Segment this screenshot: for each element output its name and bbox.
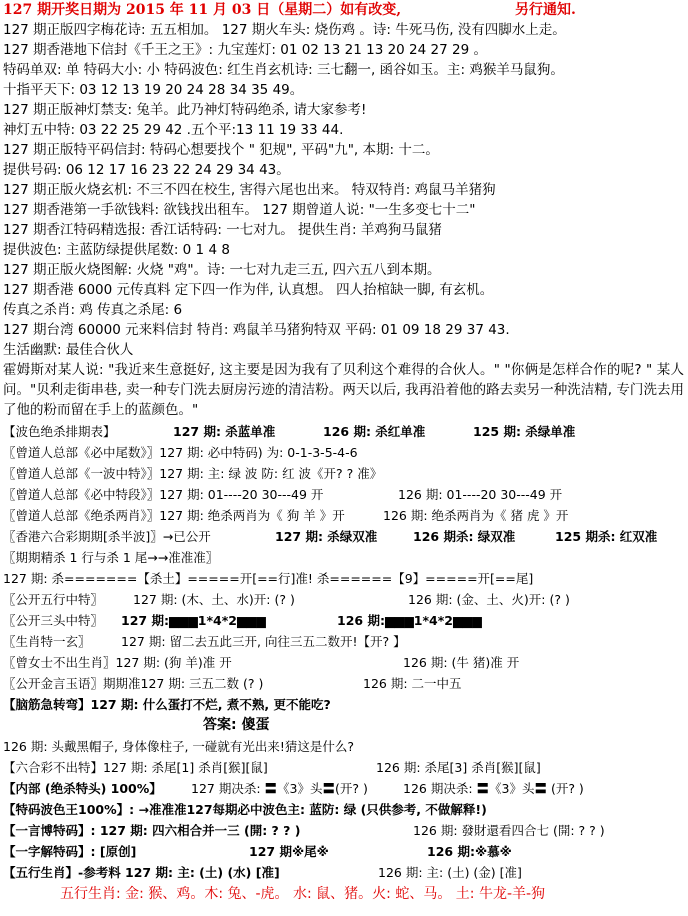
table-row	[3, 463, 684, 484]
row-cell: 126 期: 绝杀两肖为《 猪 虎 》开	[383, 508, 569, 523]
row-label: 【六合彩不出特】127 期: 杀尾[1] 杀肖[猴][鼠]	[3, 760, 268, 775]
row-label: 〖曾女士不出生肖〗127 期: (狗 羊)准 开	[3, 655, 232, 670]
row-label: 〖生肖特一玄〗	[3, 634, 91, 649]
table-row	[3, 820, 684, 841]
row-label: 【特码波色王100%】: →准准准127每期必中波色主: 蓝防: 绿 (只供参考, 不做解释!)	[3, 802, 487, 817]
table-row	[3, 715, 684, 736]
row-label: 〖曾道人总部《绝杀两肖》〗127 期: 绝杀两肖为《 狗 羊 》开	[3, 508, 345, 523]
text-line: 神灯五中特: 03 22 25 29 42 .五个平:13 11 19 33 44.	[3, 122, 344, 138]
row-label: 〖曾道人总部《一波中特》〗127 期: 主: 绿 波 防: 红 波《开? ? 准》	[3, 466, 383, 481]
row-cell: 126 期: 主: (土) (金) [准]	[378, 865, 522, 880]
row-label: 〖公开三头中特〗	[3, 613, 104, 628]
row-cell: 126 期: (牛 猪)准 开	[403, 655, 520, 670]
text-line: 生活幽默: 最佳合伙人	[3, 342, 134, 358]
riddle-answer: 答案: 傻蛋	[203, 717, 270, 733]
table-row	[3, 736, 684, 757]
table-row	[3, 631, 684, 652]
row-cell: 127 期:▆▆▆1*4*2▆▆▆	[121, 613, 266, 628]
row-cell: 127 期※尾※	[249, 844, 329, 859]
table-row	[3, 442, 684, 463]
row-cell: 126 期杀: 绿双准	[413, 529, 516, 544]
row-label: 127 期: 杀=======【杀土】=====开[==行]准! 杀======【9】=====开[==尾]	[3, 571, 534, 586]
row-cell: 126 期:▆▆▆1*4*2▆▆▆	[337, 613, 482, 628]
text-line: 127 期台湾 60000 元来料信封 特肖: 鸡鼠羊马猪狗特双 平码: 01 09 18 29 37 43.	[3, 322, 510, 338]
text-line: 提供波色: 主蓝防绿提供尾数: 0 1 4 8	[3, 242, 230, 258]
text-line: 127 期正版火烧图解: 火烧 "鸡"。诗: 一七对九走三五, 四六五八到本期。	[3, 262, 441, 278]
text-line: 127 期香港地下信封《千王之王》: 九宝莲灯: 01 02 13 21 13 20 24 27 29 。	[3, 42, 487, 58]
row-cell: 126 期: 01----20 30---49 开	[398, 487, 563, 502]
five-elements-footer: 五行生肖: 金: 猴、鸡。木: 兔、-虎。 水: 鼠、猪。火: 蛇、马。 土: 牛龙-羊-狗	[60, 886, 546, 902]
text-line: 提供号码: 06 12 17 16 23 22 24 29 34 43。	[3, 162, 290, 178]
text-line: 127 期香江特码精选报: 香江话特码: 一七对九。 提供生肖: 羊鸡狗马鼠猪	[3, 222, 442, 238]
row-cell: 127 期决杀: 〓《3》头〓(开? )	[191, 781, 368, 796]
text-line: 十指平天下: 03 12 13 19 20 24 28 34 35 49。	[3, 82, 304, 98]
row-label: 〖期期精杀 1 行与杀 1 尾→→准准准〗	[3, 550, 219, 565]
row-cell: 127 期: 杀绿双准	[275, 529, 378, 544]
table-row	[3, 568, 684, 589]
row-label: 【五行生肖】-参考料 127 期: 主: (土) (水) [准]	[3, 865, 280, 880]
header-title: 127 期开奖日期为 2015 年 11 月 03 日（星期二）如有改变,	[3, 2, 402, 18]
row-cell: 125 期杀: 红双准	[555, 529, 658, 544]
row-cell: 126 期: 杀尾[3] 杀肖[猴][鼠]	[376, 760, 541, 775]
row-cell: 126 期决杀: 〓《3》头〓 (开? )	[403, 781, 584, 796]
row-cell: 126 期: 二一中五	[363, 676, 462, 691]
text-line: 127 期正版火烧玄机: 不三不四在校生, 害得六尾也出来。 特双特肖: 鸡鼠马羊猪狗	[3, 182, 496, 198]
table-row	[3, 757, 684, 778]
text-line: 127 期正版特平码信封: 特码心想要找个 " 犯规", 平码"九", 本期: 十二。	[3, 142, 439, 158]
table-row	[3, 505, 684, 526]
row-label: 126 期: 头戴黑帽子, 身体像柱子, 一碰就有光出来!猜这是什么?	[3, 739, 355, 754]
table-row	[3, 652, 684, 673]
row-label: 【脑筋急转弯】127 期: 什么蛋打不烂, 煮不熟, 更不能吃?	[3, 697, 331, 712]
row-label: 【内部 (绝杀特头) 100%】	[3, 781, 162, 796]
row-label: 【波色绝杀排期表】	[3, 424, 116, 439]
row-cell: 127 期: (木、土、水)开: (? )	[133, 592, 295, 607]
table-row	[3, 610, 684, 631]
bulletin-header	[3, 0, 684, 20]
row-label: 〖公开金言玉语〗期期准127 期: 三五二数 (? )	[3, 676, 264, 691]
table-row	[3, 421, 684, 442]
table-row	[3, 778, 684, 799]
row-label: 〖曾道人总部《必中尾数》〗127 期: 必中特码) 为: 0-1-3-5-4-6	[3, 445, 358, 460]
row-label: 〖香港六合彩期期[杀半波]〗→已公开	[3, 529, 211, 544]
row-cell: 126 期: 發財還看四合七 (開: ? ? )	[413, 823, 605, 838]
table-row	[3, 589, 684, 610]
table-row	[3, 694, 684, 715]
text-line: 特码单双: 单 特码大小: 小 特码波色: 红生肖玄机诗: 三七翻一, 函谷如玉。主: 鸡猴羊马鼠狗。	[3, 62, 564, 78]
table-row	[3, 673, 684, 694]
table-row	[3, 547, 684, 568]
text-line: 127 期正版神灯禁支: 兔羊。此乃神灯特码绝杀, 请大家参考!	[3, 102, 367, 118]
row-label: 【一言博特码】: 127 期: 四六相合并一三 (開: ? ? )	[3, 823, 301, 838]
table-row	[3, 526, 684, 547]
row-cell: 125 期: 杀绿单准	[473, 424, 576, 439]
table-row	[3, 841, 684, 862]
row-cell: 127 期: 留二去五此三开, 向往三五二数开!【开? 】	[121, 634, 406, 649]
table-row	[3, 484, 684, 505]
text-line: 传真之杀肖: 鸡 传真之杀尾: 6	[3, 302, 183, 318]
table-row	[3, 862, 684, 883]
row-cell: 126 期:※慕※	[427, 844, 512, 859]
row-cell: 126 期: (金、土、火)开: (? )	[408, 592, 570, 607]
row-cell: 127 期: 杀蓝单准	[173, 424, 276, 439]
row-label: 〖公开五行中特〗	[3, 592, 104, 607]
row-label: 〖曾道人总部《必中特段》〗127 期: 01----20 30---49 开	[3, 487, 324, 502]
text-line: 127 期香港第一手欲钱料: 欲钱找出租车。 127 期曾道人说: "一生多变七十二"	[3, 202, 476, 218]
text-line: 127 期正版四字梅花诗: 五五相加。 127 期火车头: 烧伤鸡 。诗: 牛死马伤, 没有四脚水上走。	[3, 22, 566, 38]
text-line: 127 期香港 6000 元传真料 定下四一作为伴, 认真想。 四人抬棺缺一脚, 有玄机。	[3, 282, 494, 298]
row-cell: 126 期: 杀红单准	[323, 424, 426, 439]
header-notice: 另行通知.	[515, 2, 576, 18]
joke-paragraph: 霍姆斯对某人说: "我近来生意挺好, 这主要是因为我有了贝利这个难得的合伙人。" "你俩是怎样合作的呢? " 某人问。"贝利走街串巷, 卖一种专门洗去厨房污迹的清洁粉。两天以后, 我再沿着他的路去卖另一种洗洁精, 专门洗去用了他的粉而留在手上的蓝颜色。"	[3, 362, 684, 418]
table-row	[3, 799, 684, 820]
row-label: 【一字解特码】: [原创]	[3, 844, 137, 859]
